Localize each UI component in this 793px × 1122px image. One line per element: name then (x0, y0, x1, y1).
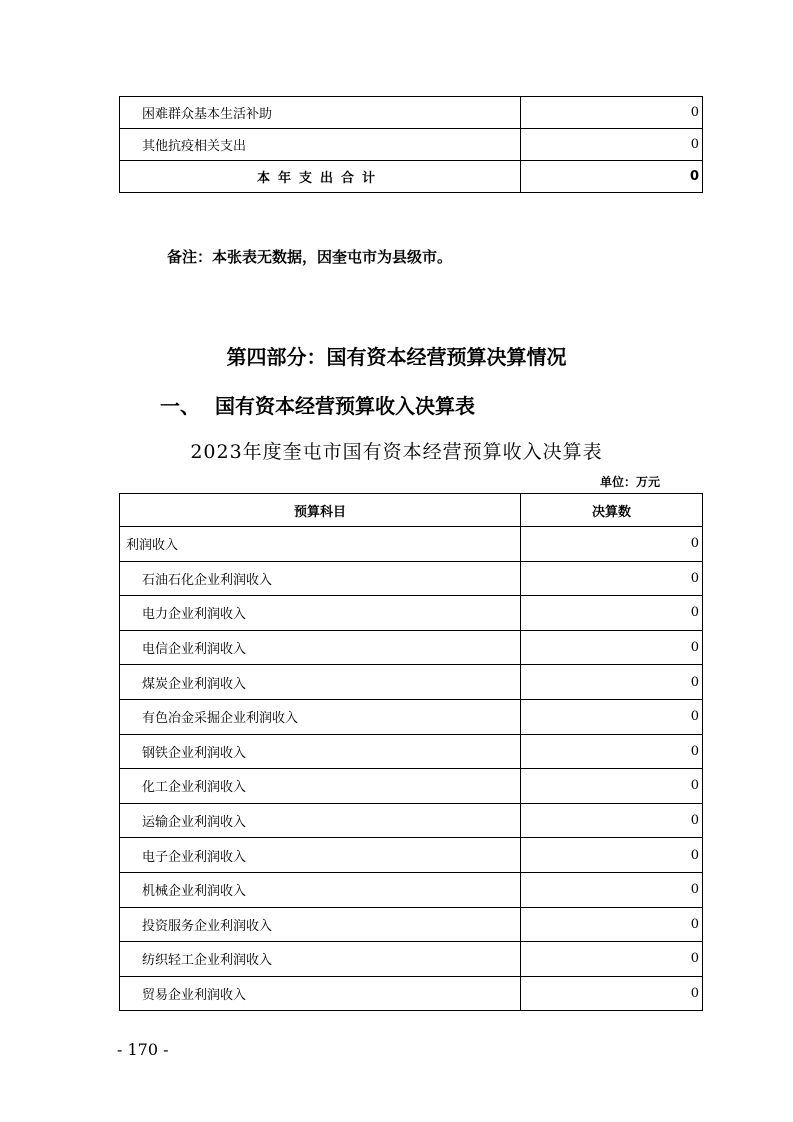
header-row (120, 494, 703, 527)
unit-label: 单位：万元 (600, 475, 661, 489)
table-title: 2023年度奎屯市国有资本经营预算收入决算表 (190, 441, 603, 463)
section-heading (160, 390, 475, 419)
row-label: 化工企业利润收入 (120, 769, 521, 804)
table-row (120, 769, 703, 804)
row-label: 利润收入 (120, 527, 521, 562)
table-row (120, 561, 703, 596)
table-row (120, 803, 703, 838)
row-value: 0 (521, 942, 703, 977)
total-label: 本年支出合计 (120, 161, 521, 193)
row-value: 0 (521, 872, 703, 907)
row-label: 钢铁企业利润收入 (120, 734, 521, 769)
row-label: 其他抗疫相关支出 (120, 129, 521, 161)
row-label: 纺织轻工企业利润收入 (120, 942, 521, 977)
row-value: 0 (521, 665, 703, 700)
table-row (120, 907, 703, 942)
row-label: 电子企业利润收入 (120, 838, 521, 873)
section-number: 一、 (160, 394, 200, 418)
row-label: 有色冶金采掘企业利润收入 (120, 699, 521, 734)
row-value: 0 (521, 630, 703, 665)
row-value: 0 (521, 976, 703, 1011)
row-label: 投资服务企业利润收入 (120, 907, 521, 942)
row-label: 煤炭企业利润收入 (120, 665, 521, 700)
section-title: 国有资本经营预算收入决算表 (215, 394, 475, 418)
part-title: 第四部分：国有资本经营预算决算情况 (226, 345, 567, 369)
table-row (120, 734, 703, 769)
row-value: 0 (521, 803, 703, 838)
row-label: 机械企业利润收入 (120, 872, 521, 907)
table-row (120, 872, 703, 907)
total-row (120, 161, 703, 193)
row-value: 0 (521, 129, 703, 161)
table-row (120, 596, 703, 631)
row-value: 0 (521, 907, 703, 942)
page-number: - 170 - (117, 1040, 169, 1059)
table-row (120, 665, 703, 700)
row-label: 电信企业利润收入 (120, 630, 521, 665)
row-label: 困难群众基本生活补助 (120, 97, 521, 129)
row-value: 0 (521, 561, 703, 596)
row-value: 0 (521, 527, 703, 562)
table-row (120, 527, 703, 562)
row-value: 0 (521, 838, 703, 873)
row-label: 电力企业利润收入 (120, 596, 521, 631)
table-row (120, 942, 703, 977)
table-row (120, 838, 703, 873)
revenue-table (119, 493, 703, 1011)
table-row (120, 129, 703, 161)
row-label: 运输企业利润收入 (120, 803, 521, 838)
row-value: 0 (521, 769, 703, 804)
remark-note: 备注：本张表无数据，因奎屯市为县级市。 (167, 248, 453, 266)
row-label: 石油石化企业利润收入 (120, 561, 521, 596)
table-row (120, 699, 703, 734)
table-row (120, 630, 703, 665)
expenditure-table-tail (119, 96, 703, 193)
table-row (120, 97, 703, 129)
row-value: 0 (521, 596, 703, 631)
row-value: 0 (521, 97, 703, 129)
row-value: 0 (521, 699, 703, 734)
total-value: 0 (521, 161, 703, 193)
table-row (120, 976, 703, 1011)
row-label: 贸易企业利润收入 (120, 976, 521, 1011)
header-amount: 决算数 (521, 494, 703, 527)
header-subject: 预算科目 (120, 494, 521, 527)
row-value: 0 (521, 734, 703, 769)
